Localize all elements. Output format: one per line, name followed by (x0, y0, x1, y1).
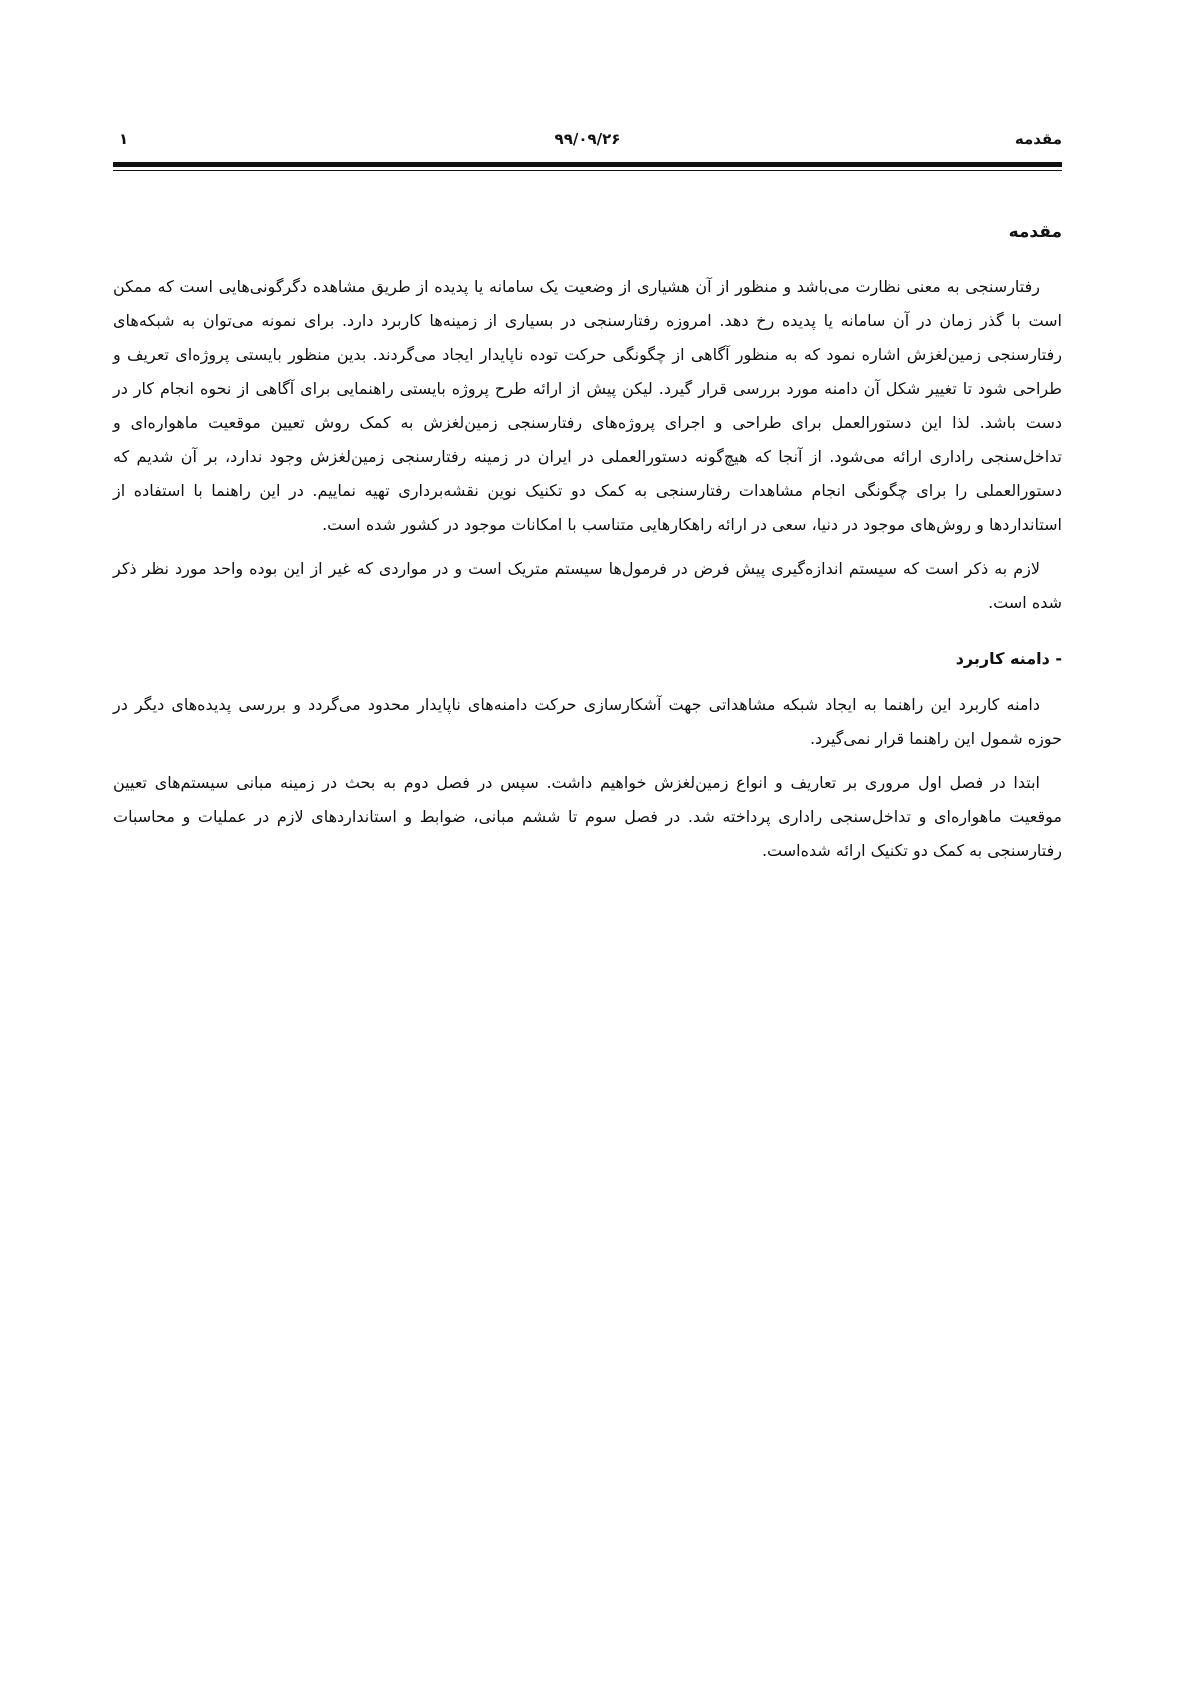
body-paragraph: ابتدا در فصل اول مروری بر تعاریف و انواع زمین‌لغزش خواهیم داشت. سپس در فصل دوم به بحث در زمینه مبانی سیستم‌های تعیین موقعیت ماهواره‌ای و تداخل‌سنجی راداری پرداخته شد. در فصل سوم تا ششم مبانی، ضوابط و استانداردهای لازم در عملیات و محاسبات رفتارسنجی به کمک دو تکنیک ارائه شده‌است. (113, 773, 1062, 860)
document-body (113, 212, 1062, 868)
header-date: ۹۹/۰۹/۲۶ (554, 130, 621, 148)
header-rule-thin (113, 170, 1062, 171)
section-heading: مقدمه (1008, 222, 1062, 242)
body-paragraph: لازم به ذکر است که سیستم اندازه‌گیری پیش فرض در فرمول‌ها سیستم متریک است و در مواردی که غیر از این بوده واحد مورد نظر ذکر شده است. (113, 559, 1062, 612)
page-number: ۱ (119, 130, 129, 148)
body-paragraph: دامنه کاربرد این راهنما به ایجاد شبکه مشاهداتی جهت آشکارسازی حرکت دامنه‌های ناپایدار محدود می‌گردد و بررسی پدیده‌های دیگر در حوزه شمول این راهنما قرار نمی‌گیرد. (113, 695, 1062, 748)
body-paragraph: رفتارسنجی به معنی نظارت می‌باشد و منظور از آن هشیاری از وضعیت یک سامانه یا پدیده از طریق مشاهده دگرگونی‌هایی است که ممکن است با گذر زمان در آن سامانه یا پدیده رخ دهد. امروزه رفتارسنجی در بسیاری از زمینه‌ها کاربرد دارد. برای نمونه می‌توان به شبکه‌های رفتارسنجی زمین‌لغزش اشاره نمود که به منظور آگاهی از چگونگی حرکت توده ناپایدار ایجاد می‌گردند. بدین منظور بایستی پروژه‌ای تعریف و طراحی شود تا تغییر شکل آن دامنه مورد بررسی قرار گیرد. لیکن پیش از ارائه طرح پروژه بایستی راهنمایی برای آگاهی از نحوه انجام کار در دست باشد. لذا این دستورالعمل برای طراحی و اجرای پروژه‌های رفتارسنجی زمین‌لغزش به کمک روش تعیین موقعیت ماهواره‌ای و تداخل‌سنجی راداری ارائه می‌شود. از آنجا که هیچ‌گونه دستورالعملی در ایران در زمینه رفتارسنجی زمین‌لغزش وجود ندارد، بر آن شدیم که دستورالعملی را برای چگونگی انجام مشاهدات رفتارسنجی به کمک دو تکنیک نوین نقشه‌برداری تهیه نماییم. در این راهنما با استفاده از استانداردها و روش‌های موجود در دنیا، سعی در ارائه راهکارهایی متناسب با امکانات موجود در کشور شده است. (113, 277, 1062, 534)
header-title: مقدمه (1014, 130, 1062, 148)
running-header (113, 126, 1062, 156)
header-rule-thick (113, 162, 1062, 167)
subsection-heading: - دامنه کاربرد (955, 649, 1062, 668)
